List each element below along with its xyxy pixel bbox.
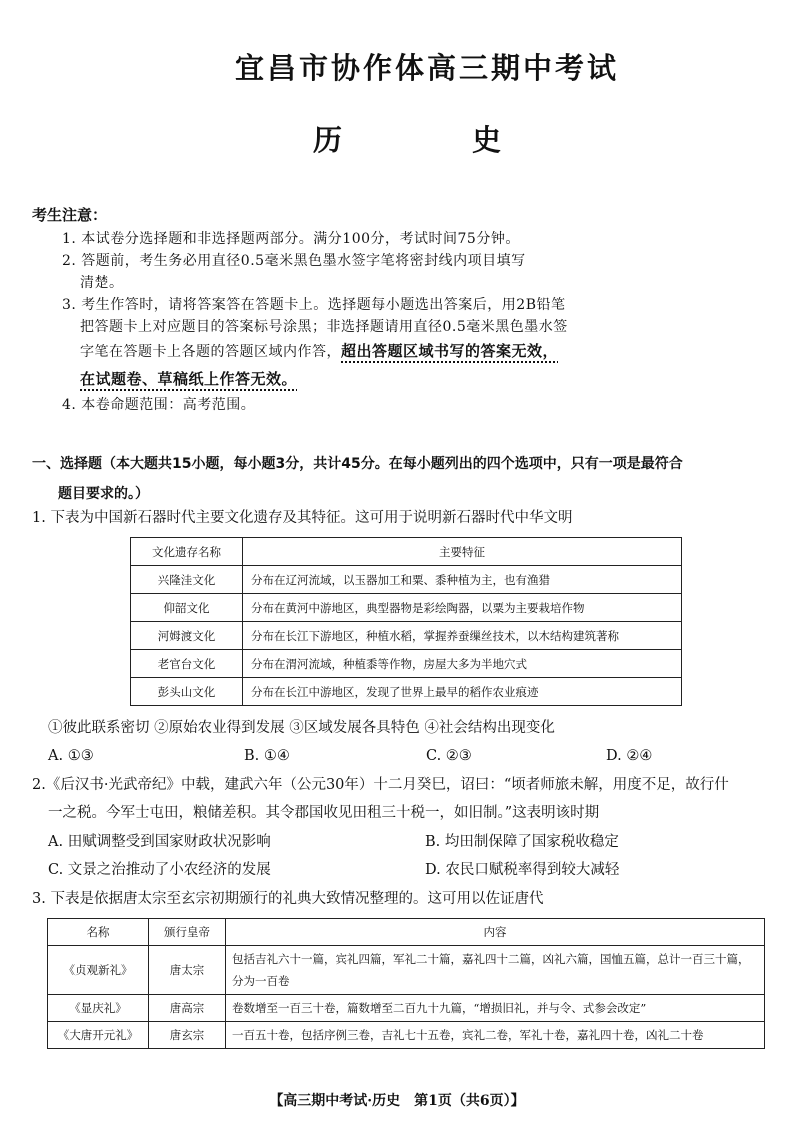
q2-stem-1: 2.《后汉书·光武帝纪》中载，建武六年（公元30年）十二月癸巳，诏曰：“顷者师旅未解，用度不足，故行什: [32, 777, 729, 793]
table-row: [131, 678, 682, 706]
notice-item-2-cont: 清楚。: [80, 275, 124, 291]
q1-option-a: A. ①③: [48, 748, 94, 764]
q1-option-c: C. ②③: [426, 748, 472, 764]
notice-item-3: 3. 考生作答时，请将答案答在答题卡上。选择题每小题选出答案后，用2B铅笔: [62, 297, 566, 313]
notice-item-2: 2. 答题前，考生务必用直径0.5毫米黑色墨水签字笔将密封线内项目填写: [62, 253, 526, 269]
table-row: [131, 650, 682, 678]
q3-table: [47, 918, 765, 1049]
table-cell: 兴隆洼文化: [131, 566, 243, 594]
table-cell: 分布在黄河中游地区，典型器物是彩绘陶器，以粟为主要栽培作物: [243, 594, 682, 622]
table-cell: 唐高宗: [149, 995, 226, 1022]
table-cell: 河姆渡文化: [131, 622, 243, 650]
table-header-row: [131, 538, 682, 566]
table-cell: 分布在长江下游地区，种植水稻，掌握养蚕缫丝技术，以木结构建筑著称: [243, 622, 682, 650]
table-row: [48, 1022, 765, 1049]
table-cell: 分布在辽河流域，以玉器加工和粟、黍种植为主，也有渔猎: [243, 566, 682, 594]
table-cell: 仰韶文化: [131, 594, 243, 622]
table-cell: 《大唐开元礼》: [48, 1022, 149, 1049]
table-cell: 《显庆礼》: [48, 995, 149, 1022]
q1-stem: 1. 下表为中国新石器时代主要文化遗存及其特征。这可用于说明新石器时代中华文明: [32, 510, 573, 526]
notice-item-4: 4. 本卷命题范围：高考范围。: [62, 397, 256, 413]
q2-stem-2: 一之税。今军士屯田，粮储差积。其令郡国收见田租三十税一，如旧制。”这表明该时期: [48, 805, 600, 821]
section-line-1: 一、选择题（本大题共15小题，每小题3分，共计45分。在每小题列出的四个选项中，只有一项是最符合: [32, 456, 683, 472]
notice-emphasis-1: 超出答题区域书写的答案无效，: [341, 342, 559, 360]
q1-option-b: B. ①④: [244, 748, 290, 764]
q2-option-d: D. 农民口赋税率得到较大减轻: [425, 862, 620, 878]
notice-emphasis-2: 在试题卷、草稿纸上作答无效。: [80, 370, 298, 388]
notice-item-3-cont1: 把答题卡上对应题目的答案标号涂黑；非选择题请用直径0.5毫米黑色墨水签: [80, 319, 568, 335]
table-cell: 《贞观新礼》: [48, 946, 149, 995]
table-row: [131, 622, 682, 650]
notice-list: [62, 228, 622, 416]
page-footer: 【高三期中考试·历史 第1页（共6页）】: [269, 1093, 525, 1109]
q1-option-d: D. ②④: [606, 748, 653, 764]
table-cell: 包括吉礼六十一篇，宾礼四篇，军礼二十篇，嘉礼四十二篇，凶礼六篇，国恤五篇，总计一百三十篇，分为一百卷: [226, 946, 765, 995]
table-cell: 唐玄宗: [149, 1022, 226, 1049]
q3-stem: 3. 下表是依据唐太宗至玄宗初期颁行的礼典大致情况整理的。这可用以佐证唐代: [32, 891, 544, 907]
exam-title: 宜昌市协作体高三期中考试: [234, 51, 619, 85]
table-cell: 一百五十卷，包括序例三卷，吉礼七十五卷，宾礼二卷，军礼十卷，嘉礼四十卷，凶礼二十卷: [226, 1022, 765, 1049]
table-cell: 分布在长江中游地区，发现了世界上最早的稻作农业痕迹: [243, 678, 682, 706]
table-cell: 老官台文化: [131, 650, 243, 678]
table-row: [48, 995, 765, 1022]
table-row: [131, 566, 682, 594]
q1-table: [130, 537, 682, 706]
table-header-cell: 名称: [48, 919, 149, 946]
q2-option-b: B. 均田制保障了国家税收稳定: [425, 834, 619, 850]
q1-statements: ①彼此联系密切 ②原始农业得到发展 ③区域发展各具特色 ④社会结构出现变化: [48, 720, 555, 736]
table-cell: 卷数增至一百三十卷，篇数增至二百九十九篇，“增损旧礼，并与令、式参会改定”: [226, 995, 765, 1022]
table-header-cell: 内容: [226, 919, 765, 946]
notice-item-3-text: 字笔在答题卡上各题的答题区域内作答，: [80, 344, 341, 360]
q2-option-c: C. 文景之治推动了小农经济的发展: [48, 862, 271, 878]
table-header-row: [48, 919, 765, 946]
section-heading: [32, 449, 772, 509]
table-header-cell: 文化遗存名称: [131, 538, 243, 566]
table-cell: 分布在渭河流域，种植黍等作物，房屋大多为半地穴式: [243, 650, 682, 678]
table-header-cell: 颁行皇帝: [149, 919, 226, 946]
q2-option-a: A. 田赋调整受到国家财政状况影响: [48, 834, 271, 850]
table-cell: 彭头山文化: [131, 678, 243, 706]
table-cell: 唐太宗: [149, 946, 226, 995]
notice-item-3-cont2: [62, 338, 622, 365]
subject-title: 历 史: [312, 123, 562, 157]
notice-item-1: 1. 本试卷分选择题和非选择题两部分。满分100分，考试时间75分钟。: [62, 231, 520, 247]
notice-item-3-cont3: [62, 365, 622, 394]
table-row: [48, 946, 765, 995]
table-row: [131, 594, 682, 622]
section-line-2: 题目要求的。）: [58, 486, 149, 502]
table-header-cell: 主要特征: [243, 538, 682, 566]
notice-heading: 考生注意：: [32, 206, 108, 224]
